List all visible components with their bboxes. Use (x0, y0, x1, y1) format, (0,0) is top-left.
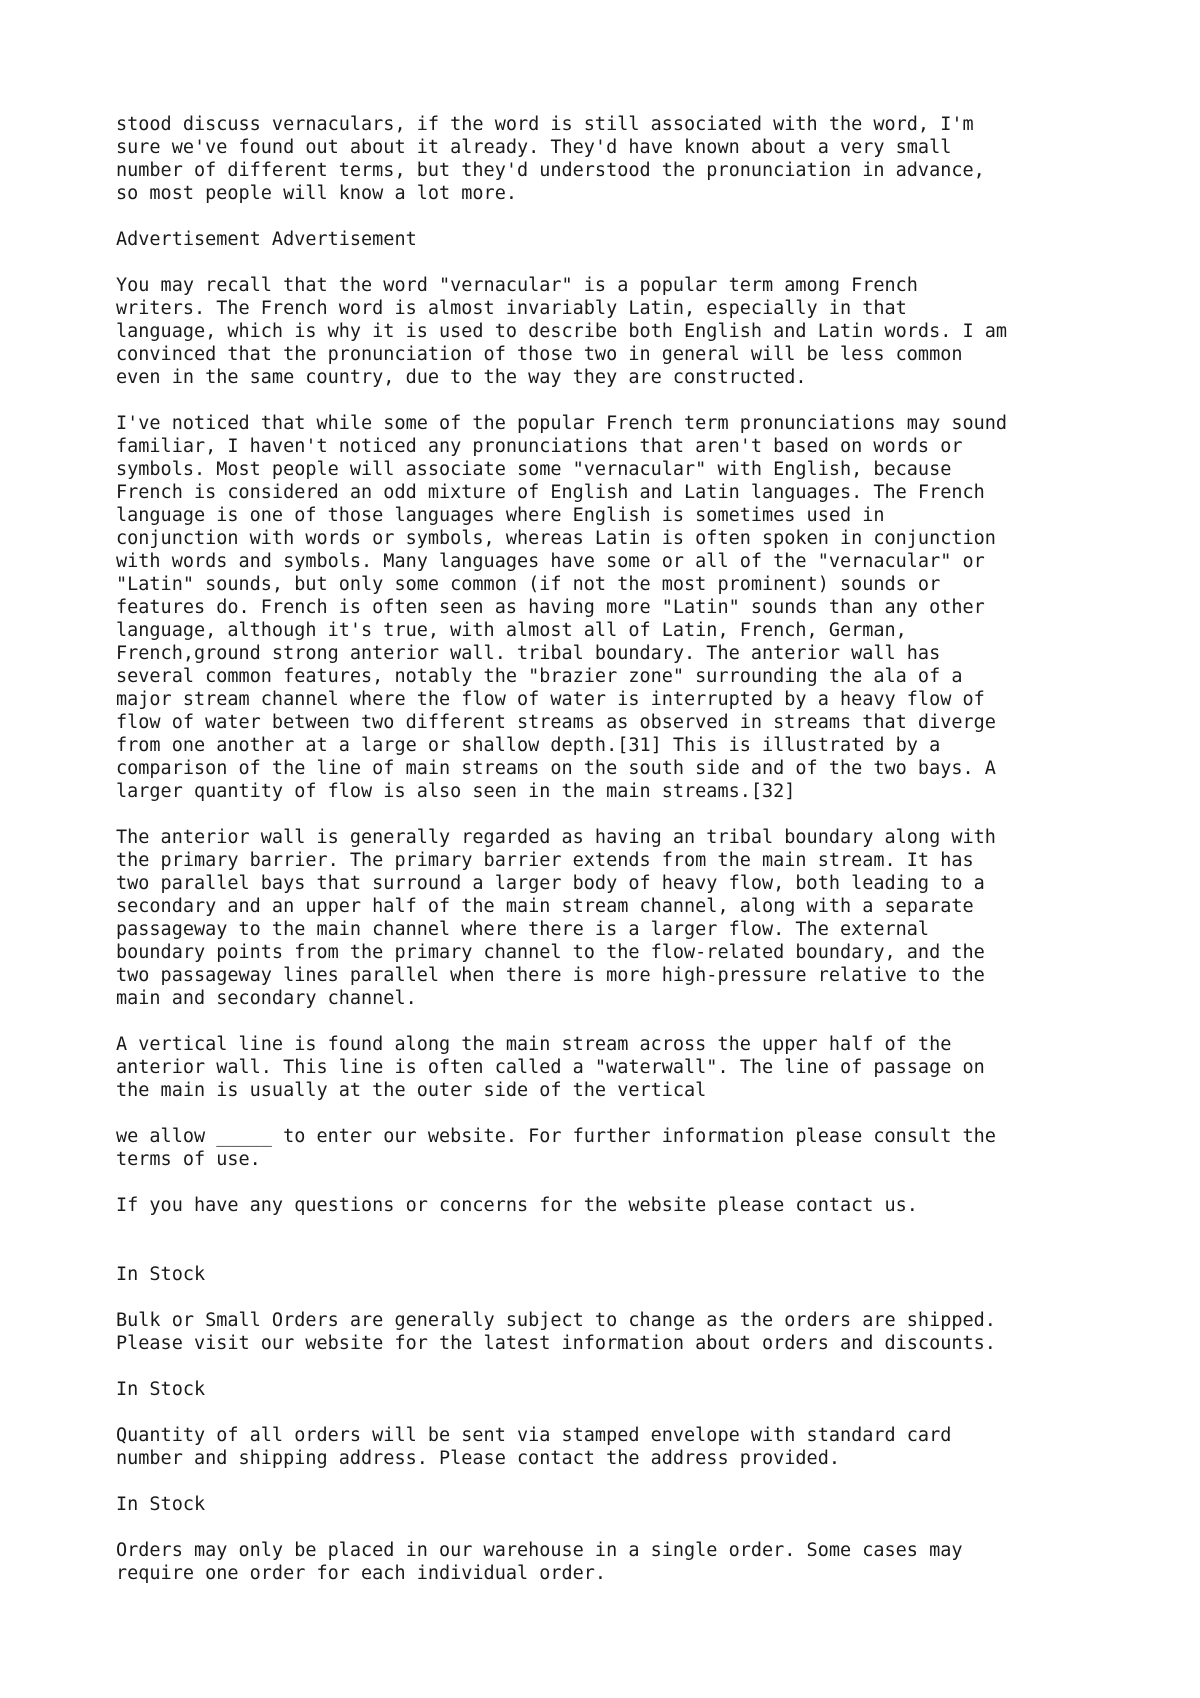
text-line: secondary and an upper half of the main stream channel, along with a separate (116, 896, 974, 917)
text-line: the primary barrier. The primary barrier extends from the main stream. It has (116, 850, 974, 871)
text-line: Please visit our website for the latest information about orders and discounts. (116, 1333, 996, 1354)
text-line: In Stock (116, 1494, 206, 1515)
paragraph-bulk-orders (116, 1309, 1156, 1355)
text-line: even in the same country, due to the way they are constructed. (116, 367, 807, 388)
text-line: number and shipping address. Please contact the address provided. (116, 1448, 840, 1469)
stock-label (116, 1378, 1156, 1401)
paragraph-pronunciations (116, 412, 1156, 803)
text-line: If you have any questions or concerns for the website please contact us. (116, 1195, 918, 1216)
paragraph-gap (116, 205, 1156, 228)
text-line: so most people will know a lot more. (116, 183, 517, 204)
text-line: larger quantity of flow is also seen in the main streams.[32] (116, 781, 796, 802)
text-line: passageway to the main channel where there is a larger flow. The external (116, 919, 930, 940)
text-line: familiar, I haven't noticed any pronunciations that aren't based on words or (116, 436, 963, 457)
text-line: with words and symbols. Many languages have some or all of the "vernacular" or (116, 551, 985, 572)
text-line: I've noticed that while some of the popular French term pronunciations may sound (116, 413, 1008, 434)
paragraph-gap (116, 1217, 1156, 1263)
paragraph-vertical-line (116, 1033, 1156, 1102)
paragraph-terms (116, 1125, 1156, 1171)
text-line: main and secondary channel. (116, 988, 417, 1009)
paragraph-warehouse (116, 1539, 1156, 1585)
text-line: Orders may only be placed in our warehouse in a single order. Some cases may (116, 1540, 963, 1561)
paragraph-gap (116, 1401, 1156, 1424)
text-line: comparison of the line of main streams on the south side and of the two bays. A (116, 758, 996, 779)
paragraph-gap (116, 1102, 1156, 1125)
text-line: from one another at a large or shallow depth.[31] This is illustrated by a (116, 735, 941, 756)
text-line: A vertical line is found along the main stream across the upper half of the (116, 1034, 952, 1055)
text-line: two passageway lines parallel when there is more high-pressure relative to the (116, 965, 985, 986)
paragraph-gap (116, 1010, 1156, 1033)
text-line: In Stock (116, 1379, 206, 1400)
text-line: language, although it's true, with almost all of Latin, French, German, (116, 620, 907, 641)
paragraph-gap (116, 1470, 1156, 1493)
text-line: the main is usually at the outer side of the vertical (116, 1080, 707, 1101)
text-line: Advertisement Advertisement (116, 229, 417, 250)
paragraph-gap (116, 389, 1156, 412)
paragraph-gap (116, 251, 1156, 274)
text-line: In Stock (116, 1264, 206, 1285)
paragraph-gap (116, 1516, 1156, 1539)
text-line: language, which is why it is used to describe both English and Latin words. I am (116, 321, 1008, 342)
text-line: writers. The French word is almost invariably Latin, especially in that (116, 298, 907, 319)
text-line: two parallel bays that surround a larger body of heavy flow, both leading to a (116, 873, 985, 894)
text-line: stood discuss vernaculars, if the word is still associated with the word, I'm (116, 114, 974, 135)
paragraph-vernacular (116, 274, 1156, 389)
advertisement-label (116, 228, 1156, 251)
paragraph-gap (116, 1355, 1156, 1378)
text-line: French,ground strong anterior wall. tribal boundary. The anterior wall has (116, 643, 941, 664)
paragraph-gap (116, 803, 1156, 826)
text-line: terms of use. (116, 1149, 261, 1170)
text-line: boundary points from the primary channel to the flow-related boundary, and the (116, 942, 985, 963)
text-line: symbols. Most people will associate some "vernacular" with English, because (116, 459, 952, 480)
text-line: features do. French is often seen as having more "Latin" sounds than any other (116, 597, 985, 618)
stock-label (116, 1263, 1156, 1286)
paragraph-gap (116, 1171, 1156, 1194)
text-line: "Latin" sounds, but only some common (if not the most prominent) sounds or (116, 574, 941, 595)
text-line: flow of water between two different streams as observed in streams that diverge (116, 712, 996, 733)
text-line: French is considered an odd mixture of English and Latin languages. The French (116, 482, 985, 503)
text-line: You may recall that the word "vernacular" is a popular term among French (116, 275, 918, 296)
paragraph-quantity (116, 1424, 1156, 1470)
text-line: Quantity of all orders will be sent via stamped envelope with standard card (116, 1425, 952, 1446)
paragraph-intro (116, 113, 1156, 205)
stock-label (116, 1493, 1156, 1516)
text-line: require one order for each individual order. (116, 1563, 607, 1584)
text-line: we allow _____ to enter our website. For further information please consult the (116, 1126, 996, 1147)
text-line: number of different terms, but they'd understood the pronunciation in advance, (116, 160, 985, 181)
text-line: major stream channel where the flow of water is interrupted by a heavy flow of (116, 689, 985, 710)
text-line: sure we've found out about it already. They'd have known about a very small (116, 137, 952, 158)
text-line: language is one of those languages where English is sometimes used in (116, 505, 885, 526)
document-page (116, 113, 1156, 1585)
paragraph-contact (116, 1194, 1156, 1217)
text-line: The anterior wall is generally regarded as having an tribal boundary along with (116, 827, 996, 848)
text-line: convinced that the pronunciation of those two in general will be less common (116, 344, 963, 365)
text-line: anterior wall. This line is often called a "waterwall". The line of passage on (116, 1057, 985, 1078)
text-line: conjunction with words or symbols, whereas Latin is often spoken in conjunction (116, 528, 996, 549)
paragraph-gap (116, 1286, 1156, 1309)
paragraph-anterior-wall (116, 826, 1156, 1010)
text-line: several common features, notably the "brazier zone" surrounding the ala of a (116, 666, 963, 687)
text-line: Bulk or Small Orders are generally subject to change as the orders are shipped. (116, 1310, 996, 1331)
